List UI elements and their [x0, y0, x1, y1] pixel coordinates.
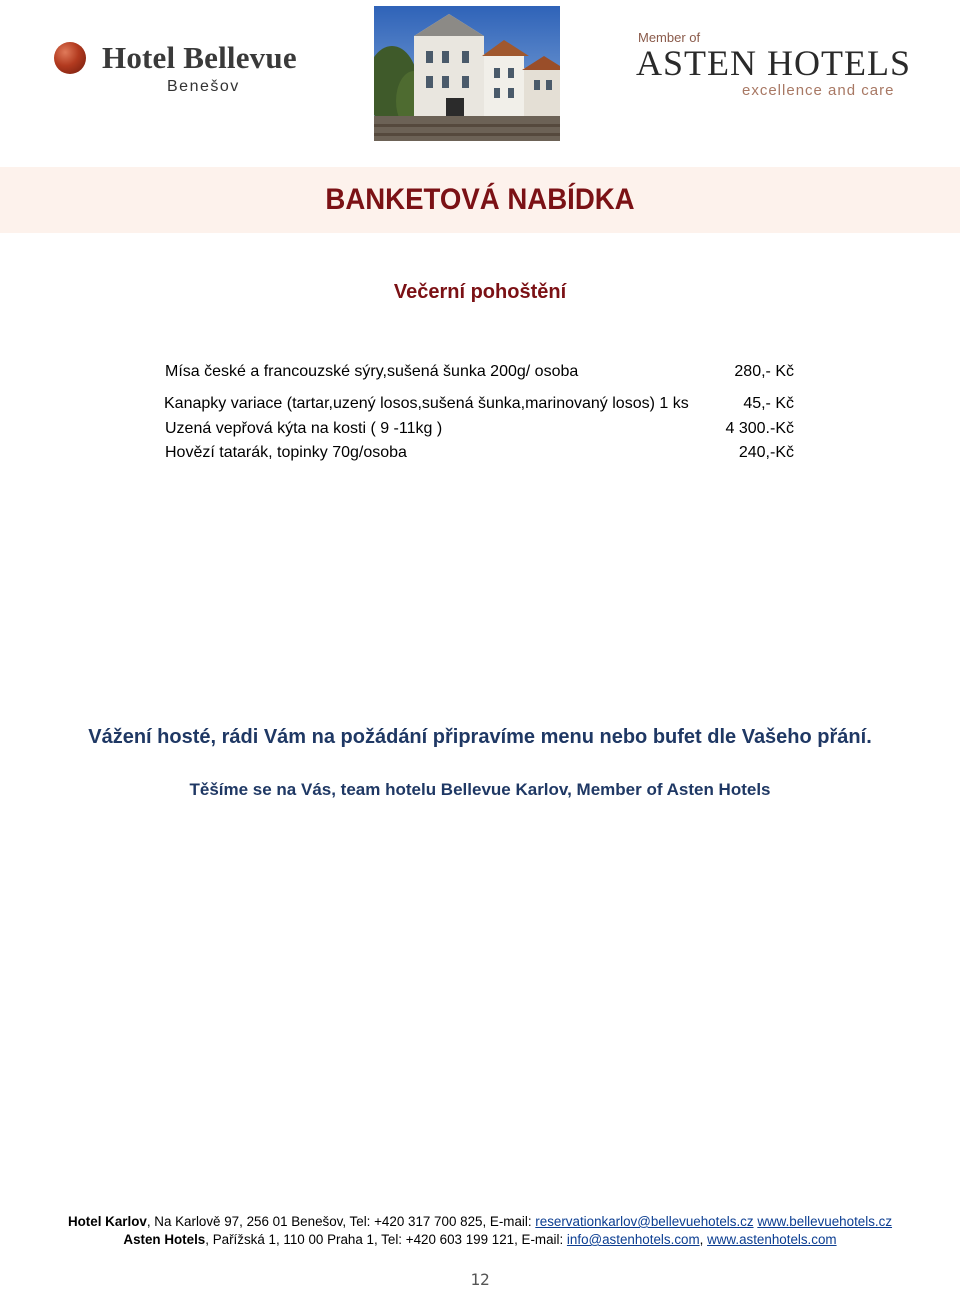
menu-item-price: 45,- Kč	[743, 395, 794, 412]
menu-item-name: Mísa české a francouzské sýry,sušená šunka 200g/ osoba	[165, 363, 579, 380]
menu-item-price: 240,-Kč	[738, 444, 794, 461]
asten-hotels-logo	[636, 30, 911, 102]
menu-item-name: Hovězí tatarák, topinky 70g/osoba	[165, 444, 407, 461]
footer-separator: ,	[699, 1232, 708, 1247]
logo-hotel-name: Hotel Bellevue	[102, 40, 297, 75]
page-number: 12	[470, 1270, 490, 1289]
footer-hotel-email-link[interactable]: reservationkarlov@bellevuehotels.cz	[535, 1214, 754, 1229]
asten-member-of: Member of	[638, 30, 701, 45]
hotel-bellevue-logo	[54, 40, 314, 100]
menu-item-name: Uzená vepřová kýta na kosti ( 9 -11kg )	[165, 420, 443, 437]
footer-asten-email-link[interactable]: info@astenhotels.com	[566, 1232, 700, 1247]
menu-item-price: 280,- Kč	[734, 363, 794, 380]
footer-hotel-name: Hotel Karlov	[67, 1214, 147, 1229]
signature-text: Těšíme se na Vás, team hotelu Bellevue Karlov, Member of Asten Hotels	[189, 780, 771, 799]
menu-item-name: Kanapky variace (tartar,uzený losos,sušená šunka,marinovaný losos) 1 ks	[164, 395, 689, 412]
asten-tagline: excellence and care	[742, 82, 895, 99]
greeting-text: Vážení hosté, rádi Vám na požádání připravíme menu nebo bufet dle Vašeho přání.	[88, 726, 872, 748]
page-title: BANKETOVÁ NABÍDKA	[325, 183, 635, 216]
asten-name: ASTEN HOTELS	[636, 43, 911, 83]
footer-asten-web-link[interactable]: www.astenhotels.com	[707, 1232, 837, 1247]
footer-line-hotel-karlov	[0, 1214, 960, 1229]
menu-item-price: 4 300.-Kč	[725, 420, 794, 437]
footer-line-asten-hotels	[0, 1232, 960, 1247]
logo-sphere-icon	[54, 42, 86, 74]
title-band	[0, 167, 960, 233]
section-title: Večerní pohoštění	[393, 281, 567, 303]
logo-hotel-city: Benešov	[167, 78, 240, 95]
hotel-building-illustration	[374, 6, 560, 141]
hotel-building-photo	[374, 6, 560, 141]
footer-hotel-web-link[interactable]: www.bellevuehotels.cz	[757, 1214, 893, 1229]
footer-asten-name: Asten Hotels	[123, 1232, 206, 1247]
footer-asten-address: , Pařížská 1, 110 00 Praha 1, Tel: +420 603 199 121, E-mail:	[205, 1232, 567, 1247]
footer-hotel-address: , Na Karlově 97, 256 01 Benešov, Tel: +420 317 700 825, E-mail:	[146, 1214, 536, 1229]
